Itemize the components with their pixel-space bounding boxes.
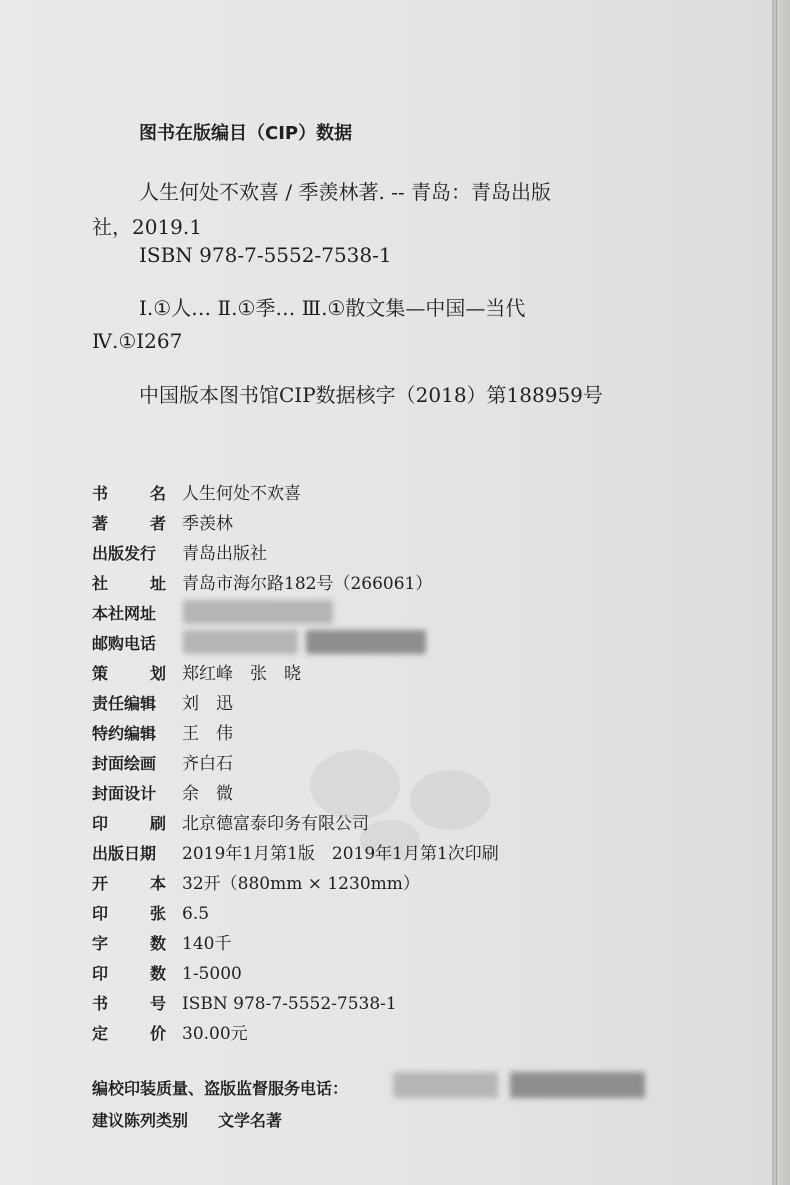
value-editor-in-charge: 刘 迅 xyxy=(182,694,233,714)
value-word-count: 140千 xyxy=(182,934,232,954)
page-edge xyxy=(772,0,790,1185)
label-char: 号 xyxy=(149,994,166,1013)
label-format xyxy=(92,873,166,895)
value-cover-painting: 齐白石 xyxy=(182,754,233,774)
label-char: 价 xyxy=(149,1024,166,1043)
label-char: 名 xyxy=(149,484,166,503)
label-char: 者 xyxy=(149,514,166,533)
label-editor-in-charge: 责任编辑 xyxy=(92,694,157,713)
label-char: 数 xyxy=(149,964,166,983)
label-printed-sheets xyxy=(92,903,166,925)
label-book-title xyxy=(92,483,166,505)
label-author xyxy=(92,513,166,535)
label-publication-date: 出版日期 xyxy=(92,844,157,863)
redacted-hotline-1 xyxy=(393,1072,498,1098)
label-price xyxy=(92,1023,166,1045)
value-print-run: 1-5000 xyxy=(182,964,242,984)
page-edge-line xyxy=(776,0,777,1185)
redacted-website xyxy=(183,600,333,624)
display-category-value: 文学名著 xyxy=(218,1111,283,1130)
cip-line-isbn: ISBN 978-7-5552-7538-1 xyxy=(139,243,392,267)
label-char: 开 xyxy=(92,874,109,893)
value-book-number: ISBN 978-7-5552-7538-1 xyxy=(182,994,397,1014)
label-website: 本社网址 xyxy=(92,604,157,623)
value-publisher: 青岛出版社 xyxy=(182,544,267,564)
label-print-run xyxy=(92,963,166,985)
label-char: 本 xyxy=(149,874,166,893)
label-char: 字 xyxy=(92,934,109,953)
label-char: 策 xyxy=(92,664,109,683)
label-char: 印 xyxy=(92,904,109,923)
label-address xyxy=(92,573,166,595)
label-char: 址 xyxy=(149,574,166,593)
cip-line-classification-cont: Ⅳ.①I267 xyxy=(92,329,183,353)
value-address: 青岛市海尔路182号（266061） xyxy=(182,574,433,594)
label-char: 刷 xyxy=(149,814,166,833)
value-printing: 北京德富泰印务有限公司 xyxy=(182,814,369,834)
label-char: 书 xyxy=(92,994,109,1013)
label-char: 书 xyxy=(92,484,109,503)
label-char: 社 xyxy=(92,574,109,593)
value-special-editor: 王 伟 xyxy=(182,724,233,744)
cip-heading: 图书在版编目（CIP）数据 xyxy=(139,123,353,144)
cip-line-classification: Ⅰ.①人… Ⅱ.①季… Ⅲ.①散文集—中国—当代 xyxy=(139,296,526,320)
label-char: 定 xyxy=(92,1024,109,1043)
label-planner xyxy=(92,663,166,685)
label-cover-painting: 封面绘画 xyxy=(92,754,157,773)
cip-line-title: 人生何处不欢喜 / 季羡林著. -- 青岛：青岛出版 xyxy=(139,180,552,204)
label-printing xyxy=(92,813,166,835)
label-word-count xyxy=(92,933,166,955)
value-printed-sheets: 6.5 xyxy=(182,904,210,924)
label-special-editor: 特约编辑 xyxy=(92,724,157,743)
redacted-phone-2 xyxy=(306,630,426,654)
label-char: 著 xyxy=(92,514,109,533)
value-author: 季羡林 xyxy=(182,514,233,534)
value-format: 32开（880mm × 1230mm） xyxy=(182,874,420,894)
label-cover-design: 封面设计 xyxy=(92,784,157,803)
cip-line-record-number: 中国版本图书馆CIP数据核字（2018）第188959号 xyxy=(139,383,603,407)
value-planner: 郑红峰 张 晓 xyxy=(182,664,301,684)
cip-line-publisher: 社，2019.1 xyxy=(92,215,202,239)
label-char: 印 xyxy=(92,814,109,833)
label-char: 划 xyxy=(149,664,166,683)
redacted-phone-1 xyxy=(183,630,298,654)
label-char: 张 xyxy=(149,904,166,923)
label-mail-order-phone: 邮购电话 xyxy=(92,634,157,653)
label-book-number xyxy=(92,993,166,1015)
redacted-hotline-2 xyxy=(510,1072,645,1098)
label-char: 印 xyxy=(92,964,109,983)
display-category-label: 建议陈列类别 xyxy=(92,1111,189,1130)
label-publisher: 出版发行 xyxy=(92,544,157,563)
value-cover-design: 余 微 xyxy=(182,784,233,804)
hotline-label: 编校印装质量、盗版监督服务电话： xyxy=(92,1079,349,1098)
label-char: 数 xyxy=(149,934,166,953)
value-publication-date: 2019年1月第1版 2019年1月第1次印刷 xyxy=(182,844,499,864)
value-price: 30.00元 xyxy=(182,1024,248,1044)
value-book-title: 人生何处不欢喜 xyxy=(182,484,301,504)
